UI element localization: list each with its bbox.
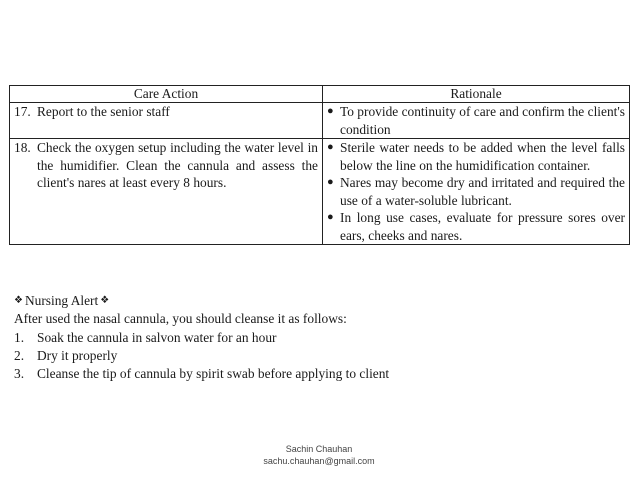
table-header-row xyxy=(10,86,630,103)
care-action-text: Report to the senior staff xyxy=(37,104,170,119)
footer xyxy=(0,443,638,467)
alert-title xyxy=(14,292,614,310)
author-name: Sachin Chauhan xyxy=(285,444,353,454)
author-email: sachu.chauhan@gmail.com xyxy=(263,456,375,466)
step-text: Dry it properly xyxy=(37,347,118,363)
list-item xyxy=(14,347,614,365)
care-action-table xyxy=(9,85,630,245)
rationale-text: To provide continuity of care and confirm the client's condition xyxy=(340,104,625,137)
rationale-text: Sterile water needs to be added when the level falls below the line on the humidification container. xyxy=(340,140,625,173)
step-number: 17. xyxy=(14,104,31,119)
list-item xyxy=(14,329,614,347)
list-item xyxy=(327,174,625,209)
list-item xyxy=(327,103,625,138)
list-item xyxy=(14,365,614,383)
care-action-cell xyxy=(10,139,323,245)
step-text: Cleanse the tip of cannula by spirit swab before applying to client xyxy=(37,366,390,382)
alert-intro: After used the nasal cannula, you should cleanse it as follows: xyxy=(14,311,347,327)
nursing-alert xyxy=(14,292,614,383)
rationale-text: In long use cases, evaluate for pressure sores over ears, cheeks and nares. xyxy=(340,210,625,243)
table-row xyxy=(10,103,630,139)
bullet-icon: ● xyxy=(327,141,334,153)
alert-steps-list xyxy=(14,329,614,384)
rationale-list xyxy=(327,103,625,138)
care-action-cell xyxy=(10,103,323,139)
rationale-header: Rationale xyxy=(323,86,630,103)
step-number: 2. xyxy=(14,347,25,363)
list-item xyxy=(327,139,625,174)
step-text: Soak the cannula in salvon water for an hour xyxy=(37,329,277,345)
bullet-icon: ● xyxy=(327,176,334,188)
step-number: 3. xyxy=(14,366,25,382)
rationale-list xyxy=(327,139,625,244)
diamond-cluster-icon: ❖ xyxy=(100,295,110,307)
rationale-text: Nares may become dry and irritated and required the use of a water-soluble lubricant. xyxy=(340,175,625,208)
rationale-cell xyxy=(323,103,630,139)
step-number: 18. xyxy=(14,140,31,155)
step-number: 1. xyxy=(14,329,25,345)
rationale-cell xyxy=(323,139,630,245)
list-item xyxy=(327,209,625,244)
care-action-header: Care Action xyxy=(10,86,323,103)
alert-title-text: Nursing Alert xyxy=(24,293,99,308)
diamond-cluster-icon: ❖ xyxy=(14,295,23,307)
table-row xyxy=(10,139,630,245)
bullet-icon: ● xyxy=(327,211,334,223)
bullet-icon: ● xyxy=(327,105,334,117)
care-action-text: Check the oxygen setup including the water level in the humidifier. Clean the cannula and assess the client's nares at least every 8 hours. xyxy=(37,140,318,190)
